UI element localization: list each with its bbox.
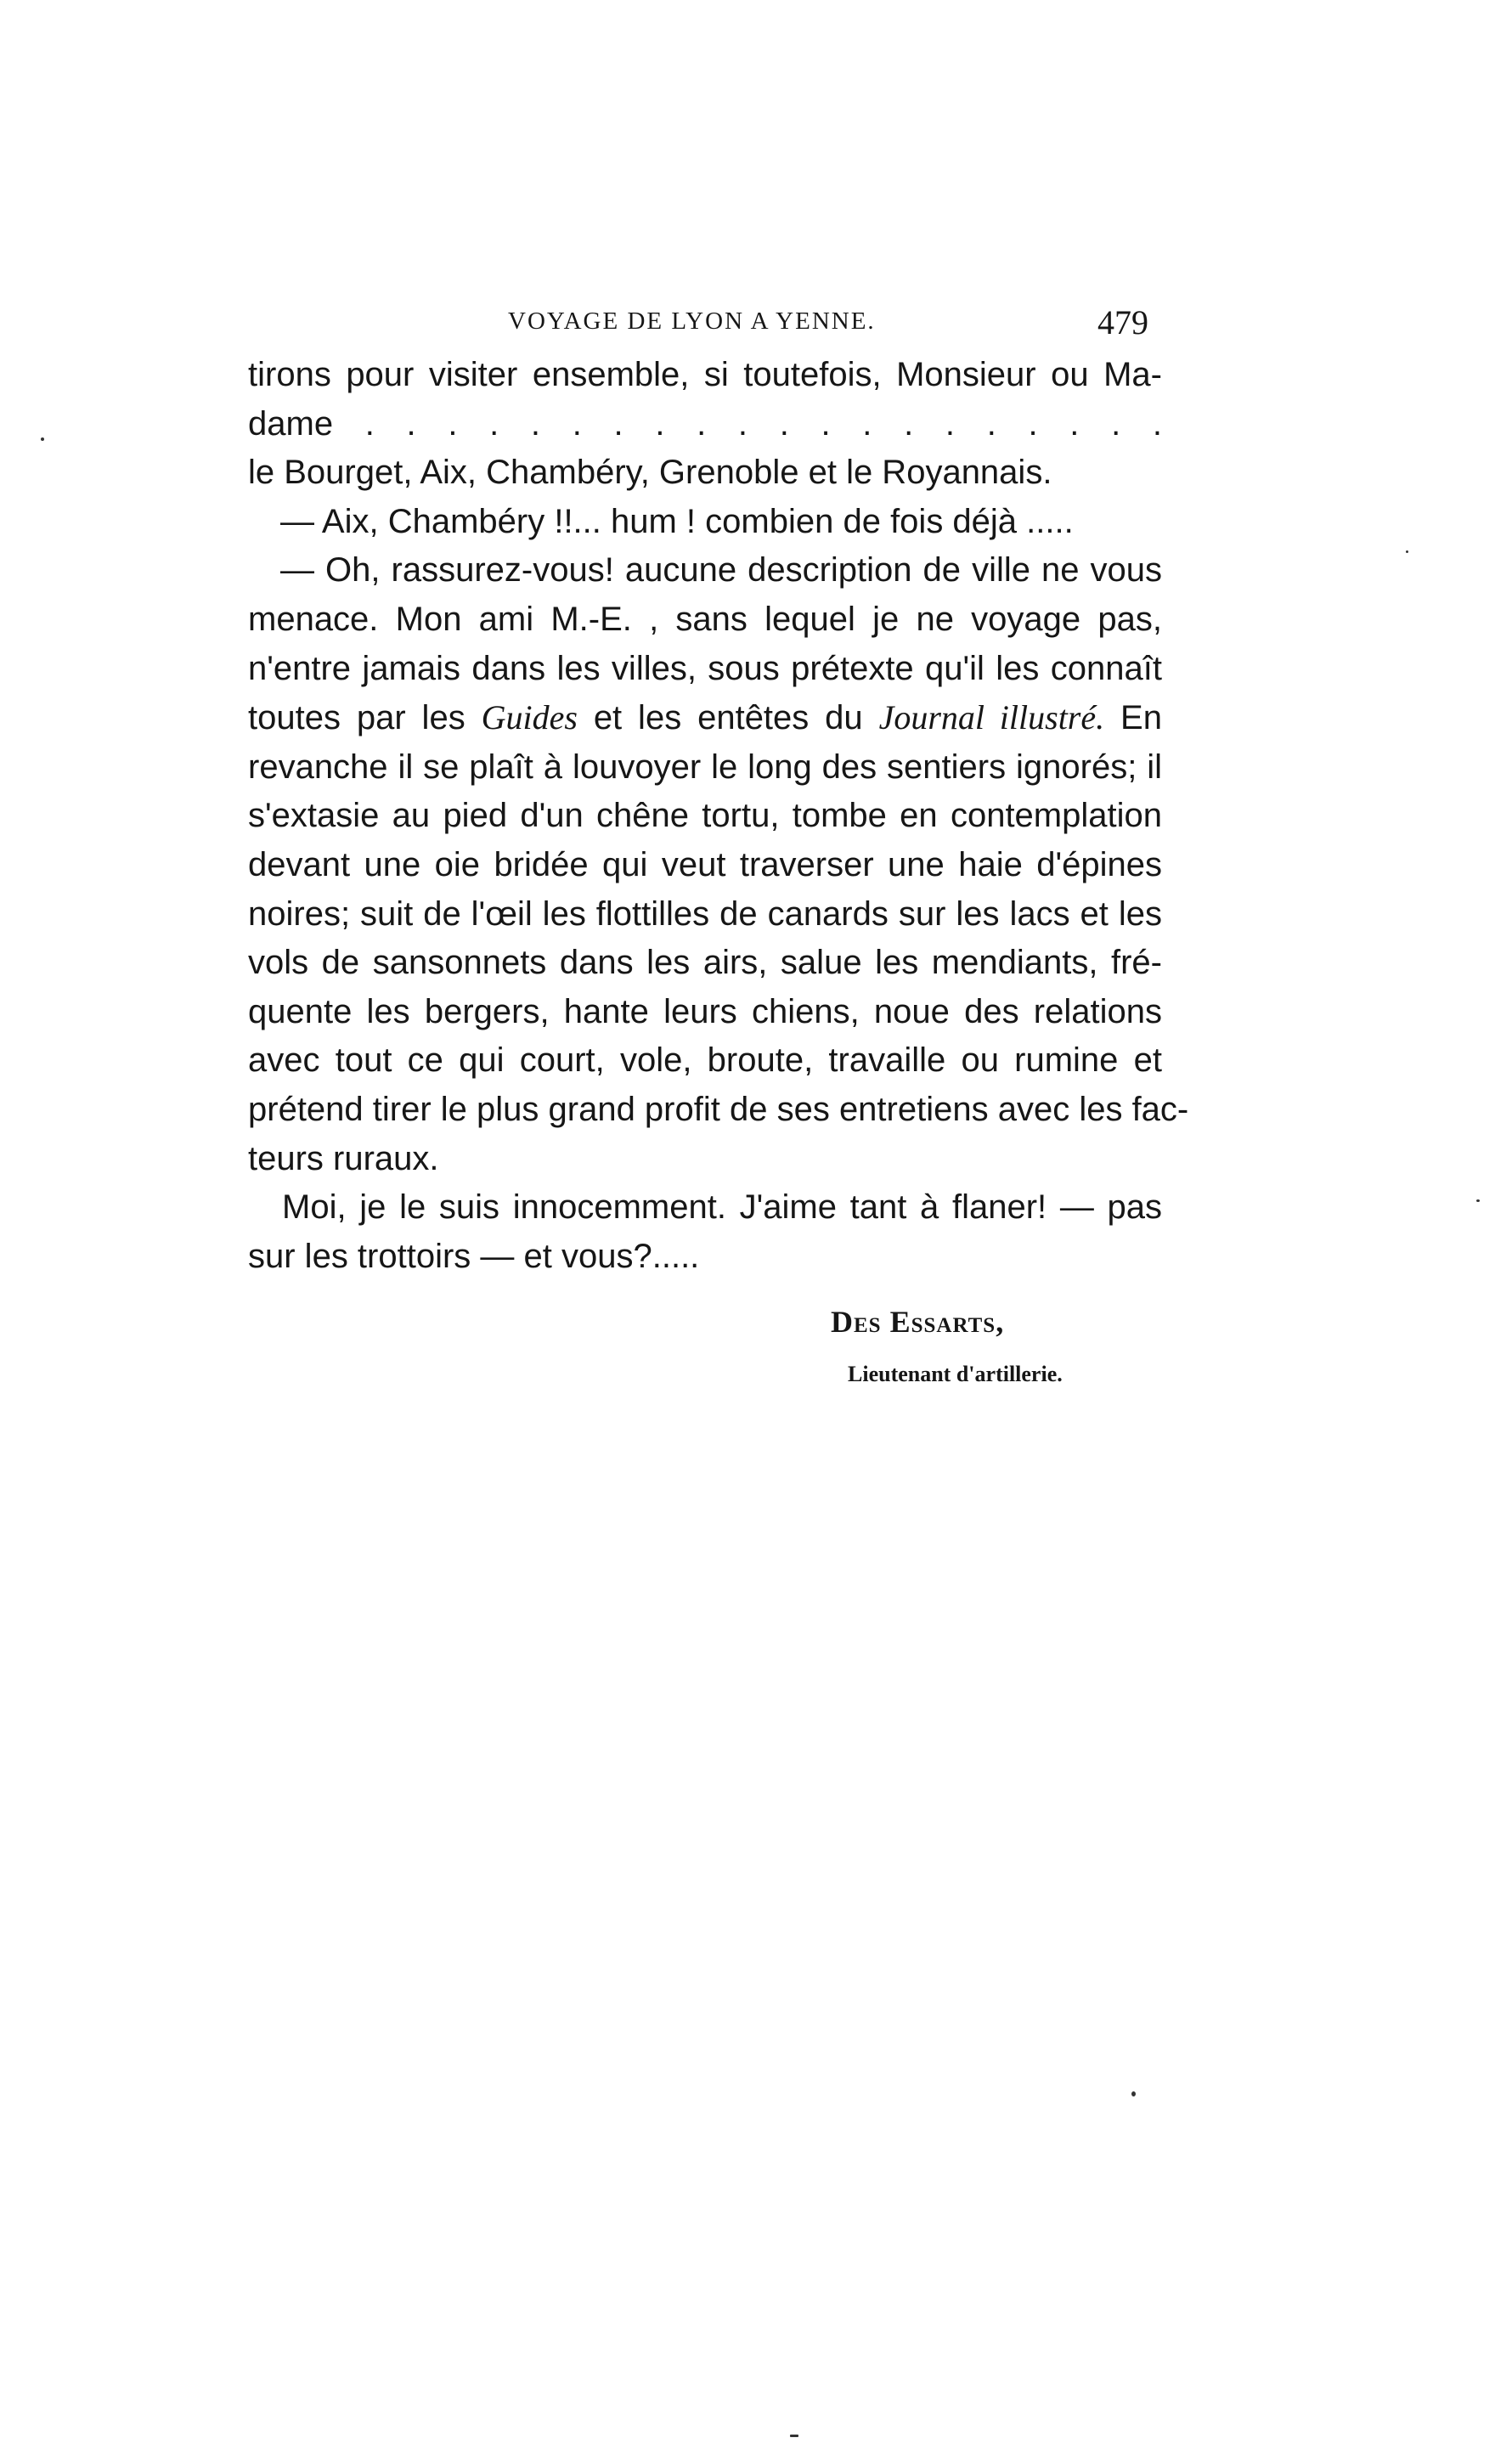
text-line: teurs ruraux. [248,1139,439,1177]
author-rank: Lieutenant d'artillerie. [848,1362,1063,1386]
text-fragment: En [1120,699,1162,737]
text-line: Moi, je le suis innocemment. J'aime tant à flaner! — pas [282,1188,1162,1227]
scan-speck [1476,1199,1480,1202]
scan-speck [41,437,44,441]
body-text [248,351,1189,1281]
text-line: devant une oie bridée qui veut traverser une haie d'épines [248,845,1162,883]
scan-speck [1406,550,1408,553]
text-line: avec tout ce qui court, vole, broute, travaille ou rumine et [248,1041,1162,1080]
italic-title-guides: Guides [481,698,578,737]
italic-title-journal: Journal illustré. [878,698,1105,737]
text-line: — Oh, rassurez-vous! aucune description de ville ne vous [280,551,1162,590]
text-fragment: et les entêtes du [593,699,863,737]
text-line: vols de sansonnets dans les airs, salue les mendiants, fré- [248,944,1162,982]
text-fragment: toutes par les [248,699,465,737]
text-line: sur les trottoirs — et vous?..... [248,1237,700,1275]
text-line: prétend tirer le plus grand profit de ses entretiens avec les fac- [248,1090,1189,1128]
scan-speck [790,2435,798,2437]
scan-speck [1131,2091,1136,2096]
text-line: quente les bergers, hante leurs chiens, noue des relations [248,992,1162,1030]
text-line: s'extasie au pied d'un chêne tortu, tombe en contemplation [248,797,1162,835]
text-line: n'entre jamais dans les villes, sous prétexte qu'il les connaît [248,649,1162,687]
running-head [248,302,1148,345]
text-line: noires; suit de l'œil les flottilles de canards sur les lacs et les [248,894,1162,933]
page-number: 479 [1097,303,1148,341]
author-signature: Des Essarts, [831,1305,1005,1339]
text-line: dame . . . . . . . . . . . . . . . . . . . . [248,404,1162,443]
text-line: menace. Mon ami M.-E. , sans lequel je ne voyage pas, [248,600,1162,638]
text-line: — Aix, Chambéry !!... hum ! combien de fois déjà ..... [280,502,1074,540]
running-title: VOYAGE DE LYON A YENNE. [508,308,876,335]
text-line: tirons pour visiter ensemble, si toutefois, Monsieur ou Ma- [248,356,1162,393]
text-line [248,693,1162,743]
text-line: revanche il se plaît à louvoyer le long des sentiers ignorés; il [248,748,1162,786]
text-line: le Bourget, Aix, Chambéry, Grenoble et le Royannais. [248,454,1052,492]
